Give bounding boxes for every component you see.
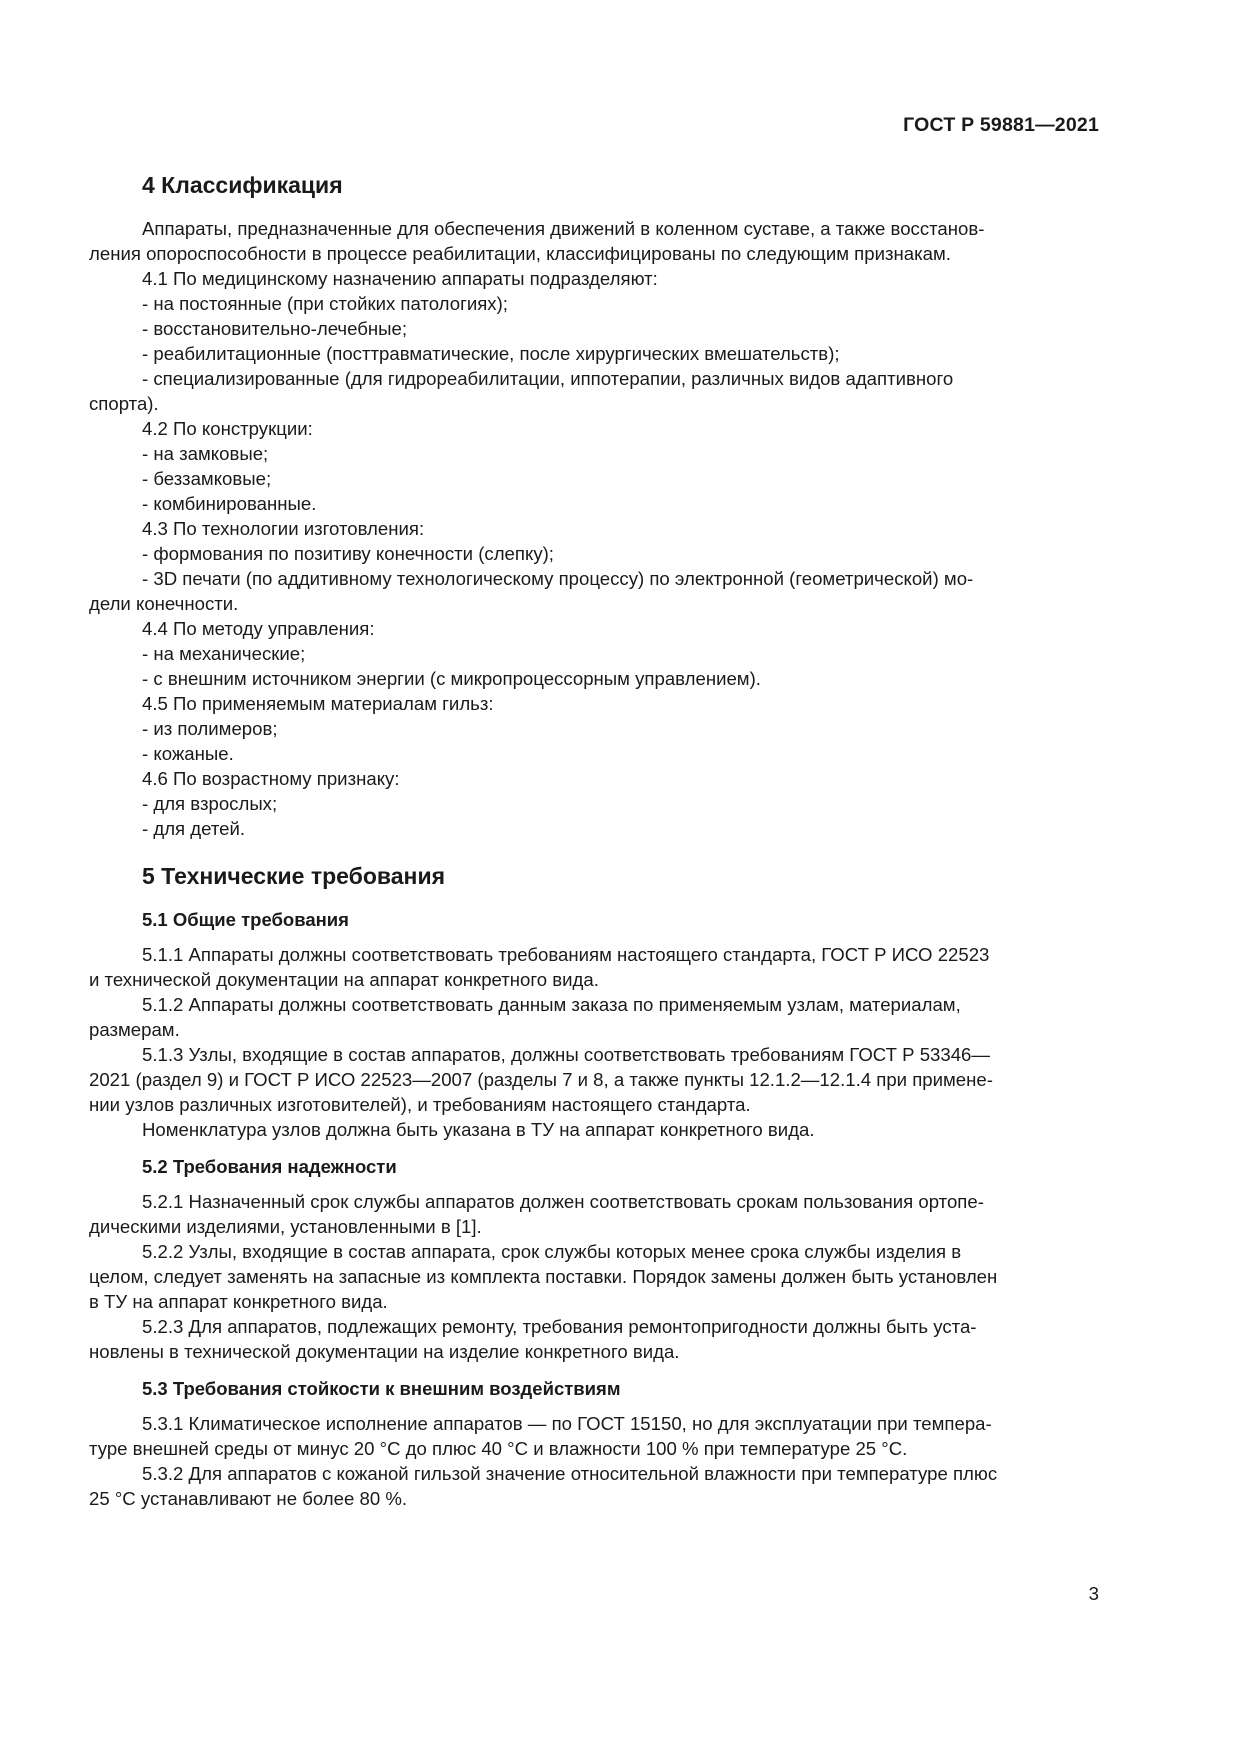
list-item: - реабилитационные (посттравматические, после хирургических вмешательств); <box>142 343 840 364</box>
list-item: - с внешним источником энергии (с микропроцессорным управлением). <box>142 668 761 689</box>
list-item: - формования по позитиву конечности (слепку); <box>142 543 554 564</box>
clause-5-3-1: 5.3.1 Климатическое исполнение аппаратов — по ГОСТ 15150, но для эксплуатации при темпера- туре внешней среды от минус 20 °С до плюс 40 °С и влажности 100 % при температуре 25 °С. <box>89 1413 992 1459</box>
list-item: - кожаные. <box>142 743 234 764</box>
page-number: 3 <box>1088 1583 1099 1604</box>
clause-4-1-heading: 4.1 По медицинскому назначению аппараты подразделяют: <box>142 268 658 289</box>
list-item: - специализированные (для гидрореабилитации, иппотерапии, различных видов адаптивного спорта). <box>89 368 954 414</box>
section-4-intro: Аппараты, предназначенные для обеспечения движений в коленном суставе, а также восстанов- ления опороспособности в процессе реабилитации, классифицированы по следующим признакам. <box>89 218 985 264</box>
clause-4-4-heading: 4.4 По методу управления: <box>142 618 375 639</box>
list-item: - комбинированные. <box>142 493 317 514</box>
clause-5-1-1: 5.1.1 Аппараты должны соответствовать требованиям настоящего стандарта, ГОСТ Р ИСО 22523 и технической документации на аппарат конкретного вида. <box>89 944 990 990</box>
clause-5-2-2: 5.2.2 Узлы, входящие в состав аппарата, срок службы которых менее срока службы изделия в целом, следует заменять на запасные из комплекта поставки. Порядок замены должен быть установлен в ТУ на аппарат конкретного вида. <box>89 1241 998 1312</box>
clause-4-5-heading: 4.5 По применяемым материалам гильз: <box>142 693 494 714</box>
list-item: - 3D печати (по аддитивному технологическому процессу) по электронной (геометрической) мо- дели конечности. <box>89 568 974 614</box>
section-4-title: 4 Классификация <box>142 172 343 198</box>
list-item: - для взрослых; <box>142 793 278 814</box>
nomenclature-paragraph: Номенклатура узлов должна быть указана в ТУ на аппарат конкретного вида. <box>142 1119 815 1140</box>
list-item: - для детей. <box>142 818 246 839</box>
subsection-5-2-title: 5.2 Требования надежности <box>142 1156 397 1177</box>
list-item: - на замковые; <box>142 443 269 464</box>
clause-5-2-3: 5.2.3 Для аппаратов, подлежащих ремонту, требования ремонтопригодности должны быть уста- новлены в технической документации на изделие конкретного вида. <box>89 1316 977 1362</box>
list-item: - восстановительно-лечебные; <box>142 318 408 339</box>
clause-4-2-heading: 4.2 По конструкции: <box>142 418 313 439</box>
subsection-5-3-title: 5.3 Требования стойкости к внешним воздействиям <box>142 1378 621 1399</box>
list-item: - из полимеров; <box>142 718 278 739</box>
clause-5-1-3: 5.1.3 Узлы, входящие в состав аппаратов, должны соответствовать требованиям ГОСТ Р 53346— 2021 (раздел 9) и ГОСТ Р ИСО 22523—2007 (разделы 7 и 8, а также пункты 12.1.2—12.1.4 при примене- нии узлов различных изготовителей), и требованиям настоящего стандарта. <box>89 1044 993 1115</box>
clause-4-3-heading: 4.3 По технологии изготовления: <box>142 518 425 539</box>
section-5-title: 5 Технические требования <box>142 863 445 889</box>
page-content <box>89 170 1099 1511</box>
clause-4-6-heading: 4.6 По возрастному признаку: <box>142 768 400 789</box>
clause-5-3-2: 5.3.2 Для аппаратов с кожаной гильзой значение относительной влажности при температуре плюс 25 °С устанавливают не более 80 %. <box>89 1463 998 1509</box>
list-item: - беззамковые; <box>142 468 272 489</box>
clause-5-1-2: 5.1.2 Аппараты должны соответствовать данным заказа по применяемым узлам, материалам, размерам. <box>89 994 961 1040</box>
list-item: - на постоянные (при стойких патологиях); <box>142 293 508 314</box>
document-code: ГОСТ Р 59881—2021 <box>903 114 1099 136</box>
list-item: - на механические; <box>142 643 306 664</box>
subsection-5-1-title: 5.1 Общие требования <box>142 909 349 930</box>
clause-5-2-1: 5.2.1 Назначенный срок службы аппаратов должен соответствовать срокам пользования ортопе- дическими изделиями, установленными в [1]. <box>89 1191 984 1237</box>
